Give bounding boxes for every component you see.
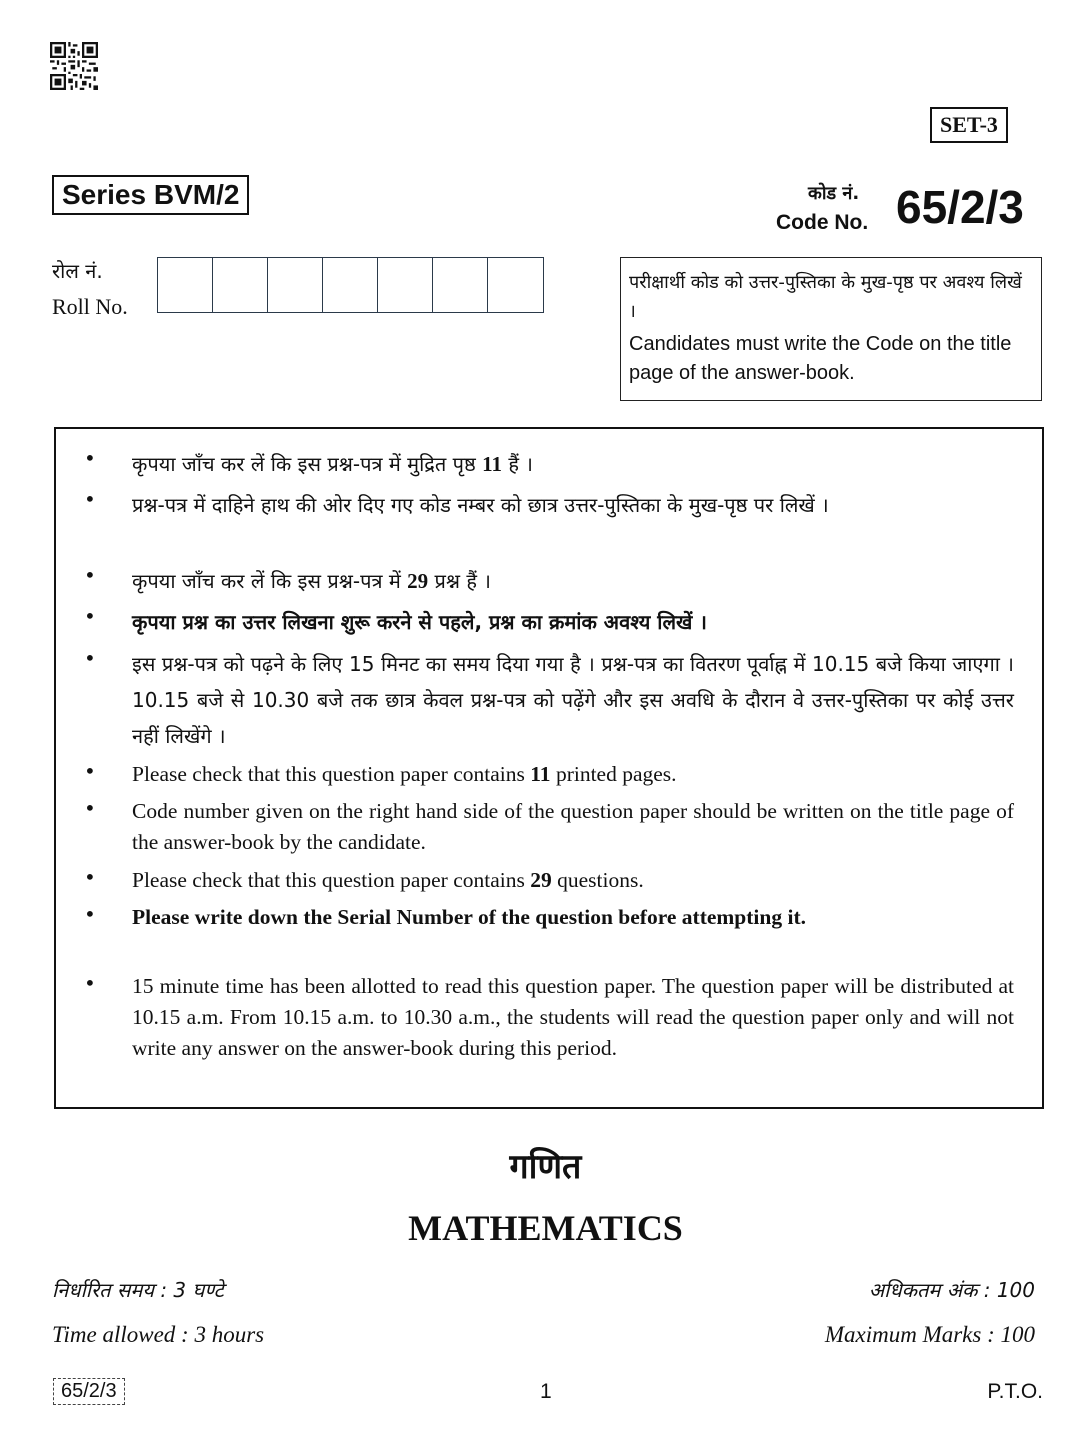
roll-label-hindi: रोल नं. (52, 259, 103, 283)
instruction-item (84, 902, 1014, 933)
instruction-text: Please write down the Serial Number of the question before attempting it. (132, 905, 806, 929)
bullet-icon: • (84, 563, 96, 587)
instruction-item (84, 604, 1014, 640)
roll-label-english: Roll No. (52, 294, 128, 319)
instruction-text: हैं । (502, 452, 533, 476)
roll-cell[interactable] (158, 258, 213, 312)
instruction-item (84, 446, 1014, 482)
qr-code-icon (50, 42, 98, 90)
instruction-number: 29 (407, 569, 429, 593)
footer-code: 65/2/3 (53, 1378, 125, 1405)
roll-cell[interactable] (433, 258, 488, 312)
code-number: 65/2/3 (896, 181, 1024, 233)
instruction-item (84, 971, 1014, 1064)
subject-title-english: MATHEMATICS (408, 1208, 683, 1248)
instruction-text: कृपया प्रश्न का उत्तर लिखना शुरू करने से पहले, प्रश्न का क्रमांक अवश्य लिखें । (132, 610, 707, 634)
code-label-hindi: कोड नं. (808, 183, 860, 204)
instruction-item (84, 865, 1014, 896)
bullet-icon: • (84, 604, 96, 628)
instruction-text: questions. (551, 868, 644, 892)
instruction-number: 29 (530, 868, 552, 892)
series-label: Series BVM/2 (52, 175, 249, 215)
roll-cell[interactable] (268, 258, 323, 312)
instruction-text: Code number given on the right hand side of the question paper should be written on the title page of the answer-book by the candidate. (132, 799, 1014, 854)
bullet-icon: • (84, 759, 96, 783)
maximum-marks-english: Maximum Marks : 100 (824, 1322, 1035, 1347)
bullet-icon: • (84, 446, 96, 470)
instruction-text: कृपया जाँच कर लें कि इस प्रश्न-पत्र में मुद्रित पृष्ठ (132, 452, 483, 476)
instruction-text: इस प्रश्न-पत्र को पढ़ने के लिए 15 मिनट का समय दिया गया है । प्रश्न-पत्र का वितरण पूर्वाह्न में 10.15 बजे किया जाएगा । 10.15 बजे से 10.30 बजे तक छात्र केवल प्रश्न-पत्र को पढ़ेंगे और इस अवधि के दौरान वे उत्तर-पुस्तिका पर कोई उत्तर नहीं लिखेंगे । (132, 652, 1014, 748)
instruction-item (84, 487, 1014, 523)
instruction-text: 15 minute time has been allotted to read this question paper. The question paper will be distributed at 10.15 a.m. From 10.15 a.m. to 10.30 a.m., the students will read the question paper only and will not write any answer on the answer-book during this period. (132, 974, 1014, 1060)
candidate-note-hindi: परीक्षार्थी कोड को उत्तर-पुस्तिका के मुख-पृष्ठ पर अवश्य लिखें । (629, 272, 1022, 322)
bullet-icon: • (84, 646, 96, 670)
pto-label: P.T.O. (987, 1380, 1043, 1403)
instruction-item (84, 759, 1014, 790)
instruction-text: कृपया जाँच कर लें कि इस प्रश्न-पत्र में (132, 569, 408, 593)
subject-title-hindi: गणित (509, 1147, 582, 1187)
page-number: 1 (540, 1380, 552, 1403)
maximum-marks-hindi: अधिकतम अंक : 100 (868, 1278, 1035, 1302)
set-label: SET-3 (930, 107, 1008, 143)
code-label-english: Code No. (776, 211, 869, 234)
roll-cell[interactable] (488, 258, 543, 312)
roll-cell[interactable] (213, 258, 268, 312)
instruction-text: प्रश्न हैं । (428, 569, 491, 593)
bullet-icon: • (84, 487, 96, 511)
instructions-box (54, 427, 1044, 1109)
instruction-text: Please check that this question paper contains (132, 868, 531, 892)
bullet-icon: • (84, 796, 96, 820)
bullet-icon: • (84, 971, 96, 995)
instruction-item (84, 796, 1014, 858)
instruction-text: printed pages. (550, 762, 677, 786)
bullet-icon: • (84, 865, 96, 889)
instruction-text: Please check that this question paper contains (132, 762, 531, 786)
roll-cell[interactable] (323, 258, 378, 312)
instruction-text: प्रश्न-पत्र में दाहिने हाथ की ओर दिए गए कोड नम्बर को छात्र उत्तर-पुस्तिका के मुख-पृष्ठ पर लिखें । (132, 493, 829, 517)
roll-number-grid[interactable] (157, 257, 544, 313)
bullet-icon: • (84, 902, 96, 926)
candidate-note-box (620, 257, 1042, 401)
instruction-number: 11 (530, 762, 551, 786)
time-allowed-english: Time allowed : 3 hours (52, 1322, 265, 1347)
instruction-item (84, 646, 1014, 754)
time-allowed-hindi: निर्धारित समय : 3 घण्टे (52, 1278, 224, 1302)
instruction-item (84, 563, 1014, 599)
candidate-note-english: Candidates must write the Code on the title page of the answer-book. (629, 333, 1012, 384)
roll-cell[interactable] (378, 258, 433, 312)
instruction-number: 11 (482, 452, 503, 476)
